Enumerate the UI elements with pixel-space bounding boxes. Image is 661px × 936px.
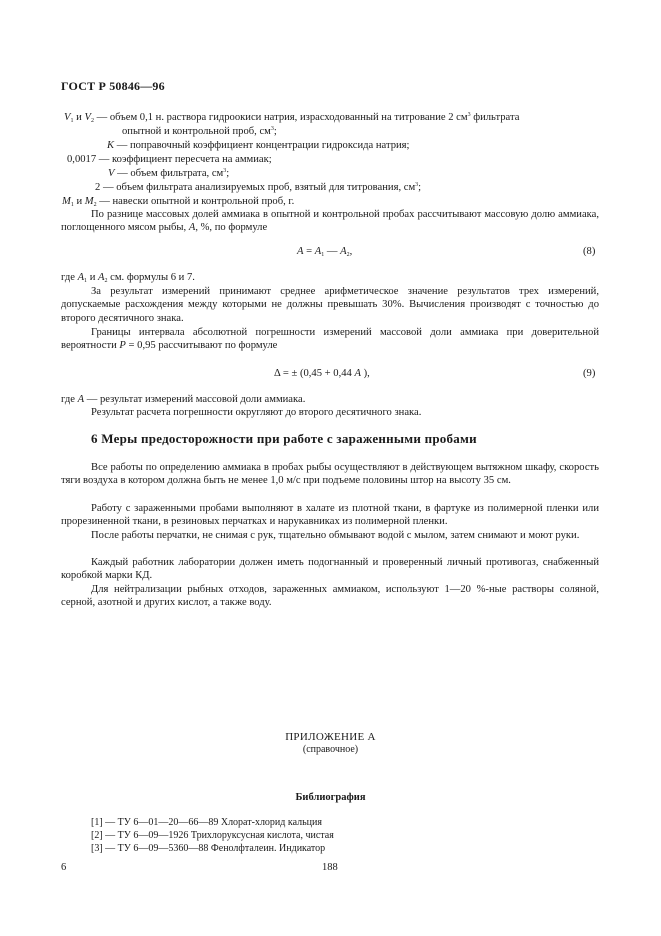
bibliography-item: [1] — ТУ 6—01—20—66—89 Хлорат-хлорид кальция bbox=[91, 817, 322, 828]
bibliography-item: [3] — ТУ 6—09—5360—88 Фенолфталеин. Индикатор bbox=[91, 843, 326, 854]
page-number-center: 188 bbox=[322, 862, 338, 873]
where-9: где A — результат измерений массовой доли аммиака. bbox=[61, 394, 306, 405]
def-k: K — поправочный коэффициент концентрации гидроксида натрия; bbox=[107, 140, 410, 151]
def-v: V — объем фильтрата, $см^3$; bbox=[108, 168, 230, 179]
paragraph-difference: По разнице массовых долей аммиака в опытной и контрольной пробах рассчитывают массовую долю аммиака, поглощенного мясом рыбы, A, %, по формуле bbox=[61, 209, 599, 234]
formula-9: Δ = ± (0,45 + 0,44 A ), bbox=[274, 368, 370, 379]
document-code: ГОСТ Р 50846—96 bbox=[61, 79, 165, 93]
section-6-para-4: Каждый работник лаборатории должен иметь подогнанный и проверенный личный противогаз, снабженный коробкой марки КД. bbox=[61, 557, 599, 582]
bibliography-item: [2] — ТУ 6—09—1926 Трихлоруксусная кислота, чистая bbox=[91, 830, 334, 841]
def-m1-m2: $M_1$ и $M_2$ — навески опытной и контрольной проб, г. bbox=[62, 196, 295, 208]
formula-9-number: (9) bbox=[583, 368, 596, 379]
paragraph-interval: Границы интервала абсолютной погрешности измерений массовой доли аммиака при доверительной вероятности P = 0,95 рассчитывают по формуле bbox=[61, 327, 599, 352]
section-6-para-1: Все работы по определению аммиака в пробах рыбы осуществляют в действующем вытяжном шкафу, скорость тяги воздуха в котором должна быть не менее 1,0 м/с при подъеме половины штор на высоту 35 см. bbox=[61, 462, 599, 487]
appendix-title: ПРИЛОЖЕНИЕ А bbox=[285, 731, 376, 743]
paragraph-result: За результат измерений принимают среднее арифметическое значение результатов трех измерений, допускаемые расхождения между которыми не должны превышать 30%. Вычисления производят с точностью до второго десятичного знака. bbox=[61, 286, 599, 324]
where-8: где $A_1$ и $A_2$ см. формулы 6 и 7. bbox=[61, 272, 195, 284]
section-6-para-3: После работы перчатки, не снимая с рук, тщательно обмывают водой с мылом, затем снимают и моют руки. bbox=[91, 530, 580, 541]
paragraph-rounding: Результат расчета погрешности округляют до второго десятичного знака. bbox=[91, 407, 422, 418]
formula-8: $A = A_1$ — $A_2$, bbox=[297, 246, 353, 258]
bibliography-title: Библиография bbox=[295, 792, 366, 803]
def-2: 2 — объем фильтрата анализируемых проб, взятый для титрования, $см^3$; bbox=[95, 182, 422, 193]
page-number-left: 6 bbox=[61, 862, 67, 873]
appendix-subtitle: (справочное) bbox=[302, 744, 359, 755]
section-6-para-2: Работу с зараженными пробами выполняют в халате из плотной ткани, в фартуке из полимерной пленки или прорезиненной ткани, в резиновых перчатках и нарукавниках из полимерной пленки. bbox=[61, 503, 599, 528]
formula-8-number: (8) bbox=[583, 246, 596, 257]
section-6-para-5: Для нейтрализации рыбных отходов, зараженных аммиаком, используют 1—20 %-ные растворы соляной, серной, азотной и других кислот, а также воду. bbox=[61, 584, 599, 609]
section-6-title: 6 Меры предосторожности при работе с зараженными пробами bbox=[91, 431, 477, 446]
def-coef: 0,0017 — коэффициент пересчета на аммиак; bbox=[67, 154, 272, 165]
def-v1-v2: $V_1$ и $V_2$ — объем 0,1 н. раствора гидроокиси натрия, израсходованный на титрование 2 $см^3$ фильтрата bbox=[64, 112, 520, 124]
def-v1-v2-cont: опытной и контрольной проб, $см^3$; bbox=[122, 126, 277, 137]
